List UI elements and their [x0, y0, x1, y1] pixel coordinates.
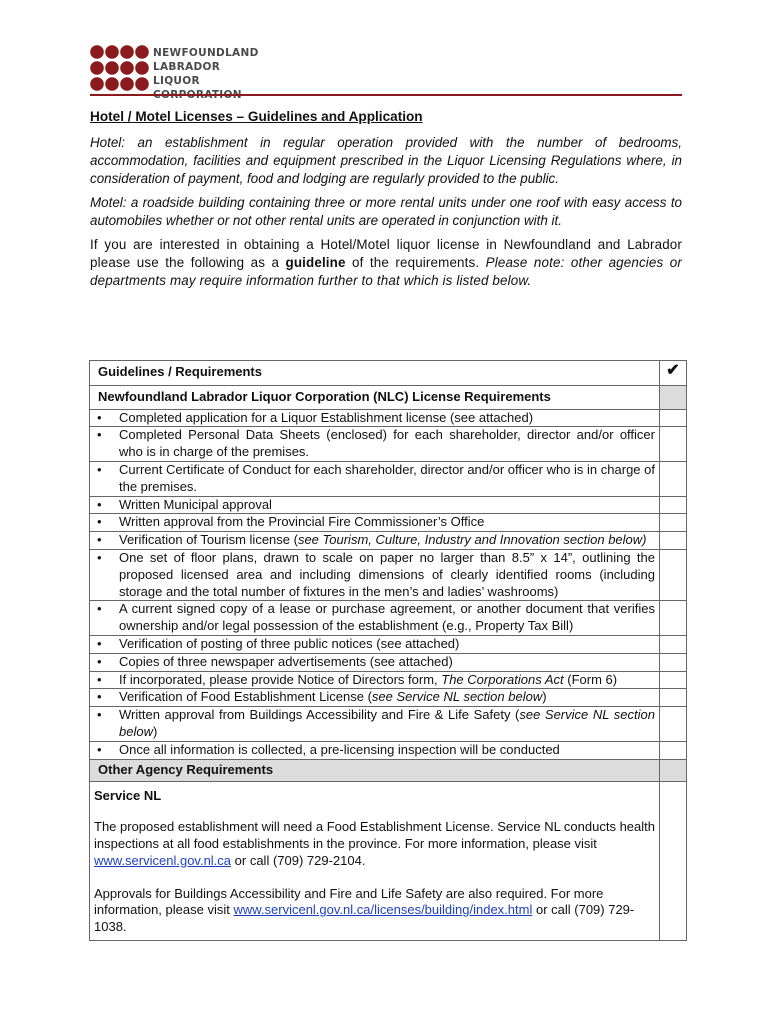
requirement-cell — [90, 601, 660, 636]
requirement-cell — [90, 689, 660, 707]
requirement-cell — [90, 635, 660, 653]
requirement-item — [94, 689, 655, 706]
bullet-icon: • — [97, 635, 102, 651]
requirements-table — [89, 360, 687, 941]
requirement-checkbox[interactable] — [660, 514, 687, 532]
requirement-text — [119, 532, 655, 549]
intro-text: If you are interested in obtaining a Hotel/Motel liquor license in Newfoundland and Labrador please use the following as a — [90, 237, 682, 270]
bullet-icon: • — [97, 427, 102, 443]
table-header-row — [90, 361, 687, 386]
requirement-text-part: If incorporated, please provide Notice of Directors form, — [119, 671, 442, 687]
logo-dot — [90, 45, 104, 59]
para-text: or call (709) 729-1038. — [94, 902, 635, 935]
requirement-text — [119, 497, 655, 514]
requirement-text-part: ) — [152, 723, 158, 739]
requirement-text — [119, 654, 655, 671]
bullet-icon: • — [97, 409, 102, 425]
requirement-row — [90, 549, 687, 600]
requirement-row — [90, 409, 687, 427]
building-license-link[interactable]: www.servicenl.gov.nl.ca/licenses/building/index.html — [233, 902, 533, 918]
hotel-definition: Hotel: an establishment in regular operation provided with the number of bedrooms, accommodation, facilities and equipment prescribed in the Liquor Licensing Regulations where, in consideration of payment, food and lodging are regularly provided to the public. — [90, 135, 682, 186]
requirement-checkbox[interactable] — [660, 461, 687, 496]
intro-paragraph — [90, 236, 682, 290]
requirement-checkbox[interactable] — [660, 496, 687, 514]
requirement-cell — [90, 514, 660, 532]
nlc-logo — [90, 45, 290, 91]
logo-line-3: LIQUOR — [153, 75, 200, 87]
requirement-checkbox[interactable] — [660, 549, 687, 600]
requirement-cell — [90, 549, 660, 600]
requirement-row — [90, 601, 687, 636]
requirement-checkbox[interactable] — [660, 689, 687, 707]
bullet-icon: • — [97, 549, 102, 565]
requirement-text — [119, 462, 655, 496]
requirement-text-part: One set of floor plans, drawn to scale on paper no larger than 8.5” x 14”, outlining the proposed licensed area and including dimensions of clearly identified rooms (including storage and the total number of fixtures in the men’s and ladies’ washrooms) — [119, 549, 655, 599]
requirement-text-part: Current Certificate of Conduct for each shareholder, director and/or officer who is in charge of the premises. — [119, 461, 655, 494]
requirement-row — [90, 707, 687, 742]
requirement-text — [119, 689, 655, 706]
requirement-text-part: Written approval from Buildings Accessibility and Fire & Life Safety ( — [119, 707, 520, 723]
requirement-row — [90, 689, 687, 707]
bullet-icon: • — [97, 689, 102, 705]
requirement-row — [90, 496, 687, 514]
requirement-cell — [90, 671, 660, 689]
bullet-icon: • — [97, 671, 102, 687]
requirement-row — [90, 461, 687, 496]
requirement-text-part: Once all information is collected, a pre-licensing inspection will be conducted — [119, 741, 560, 757]
requirement-text — [119, 410, 655, 427]
service-nl-paragraph-1 — [94, 819, 655, 869]
requirement-text-part: Verification of Food Establishment License ( — [119, 689, 372, 705]
requirement-cell — [90, 532, 660, 550]
requirement-row — [90, 635, 687, 653]
requirement-item — [94, 532, 655, 549]
requirement-text — [119, 707, 655, 741]
requirement-checkbox[interactable] — [660, 601, 687, 636]
para-text: The proposed establishment will need a Food Establishment License. Service NL conducts health inspections at all food establishments in the province. For more information, please visit — [94, 819, 655, 851]
logo-line-1: NEWFOUNDLAND — [153, 47, 259, 59]
service-nl-heading — [94, 788, 655, 805]
requirement-cell — [90, 707, 660, 742]
requirement-text-emphasis: see Service NL section below — [371, 689, 543, 705]
requirement-text-emphasis: see Tourism, Culture, Industry and Innovation section below) — [297, 532, 647, 548]
service-nl-paragraph-2 — [94, 886, 655, 936]
logo-dot — [105, 45, 119, 59]
page-title: Hotel / Motel Licenses – Guidelines and Application — [90, 109, 423, 124]
requirement-text-emphasis: see Service NL section below — [119, 707, 655, 739]
requirement-text — [119, 636, 655, 653]
requirement-text-part: Completed application for a Liquor Establishment license (see attached) — [119, 409, 534, 425]
logo-dot — [90, 77, 104, 91]
logo-dot — [135, 77, 149, 91]
para-text: Approvals for Buildings Accessibility and Fire and Life Safety are also required. For more information, please visit — [94, 885, 604, 918]
para-text: or call (709) 729-2104. — [231, 852, 366, 868]
requirement-row — [90, 741, 687, 759]
logo-dot — [105, 77, 119, 91]
requirement-item — [94, 550, 655, 600]
logo-dot — [90, 61, 104, 75]
requirement-row — [90, 532, 687, 550]
requirement-text — [119, 601, 655, 635]
other-agency-heading: Other Agency Requirements — [90, 759, 660, 782]
requirement-checkbox[interactable] — [660, 532, 687, 550]
requirement-text-part: Completed Personal Data Sheets (enclosed) for each shareholder, director and/or officer who is in charge of the premises. — [119, 427, 655, 460]
requirement-item — [94, 410, 655, 427]
bullet-icon: • — [97, 741, 102, 757]
bullet-icon: • — [97, 653, 102, 669]
bullet-icon: • — [97, 496, 102, 512]
logo-line-2: LABRADOR — [153, 61, 221, 73]
requirement-text-part: Copies of three newspaper advertisements (see attached) — [119, 653, 453, 669]
requirement-text-part: Verification of Tourism license ( — [119, 532, 298, 548]
requirement-text — [119, 742, 655, 759]
requirement-item — [94, 514, 655, 531]
requirement-row — [90, 653, 687, 671]
requirement-text-part: A current signed copy of a lease or purchase agreement, or another document that verifies ownership and/or legal possession of the establishment (e.g., Property Tax Bill) — [119, 601, 655, 634]
requirement-item — [94, 497, 655, 514]
requirement-cell — [90, 496, 660, 514]
service-nl-check-cell — [660, 782, 687, 941]
bullet-icon: • — [97, 601, 102, 617]
requirement-row — [90, 671, 687, 689]
requirement-text-part: ) — [542, 689, 547, 705]
nlc-heading-row — [90, 385, 687, 409]
document-body — [90, 108, 682, 296]
service-nl-row — [90, 782, 687, 941]
other-agency-check-cell — [660, 759, 687, 782]
intro-guideline-bold: guideline — [285, 255, 346, 270]
bullet-icon: • — [97, 707, 102, 723]
requirement-cell — [90, 427, 660, 462]
requirement-item — [94, 636, 655, 653]
requirement-text-emphasis: The Corporations Act — [441, 671, 564, 687]
requirement-cell — [90, 653, 660, 671]
requirement-text — [119, 550, 655, 600]
requirement-checkbox[interactable] — [660, 707, 687, 742]
requirement-item — [94, 707, 655, 741]
requirement-text-part: (Form 6) — [563, 671, 618, 687]
requirement-cell — [90, 741, 660, 759]
nlc-heading: Newfoundland Labrador Liquor Corporation (NLC) License Requirements — [90, 385, 660, 409]
requirement-item — [94, 742, 655, 759]
requirement-item — [94, 427, 655, 461]
requirement-text-part: Verification of posting of three public notices (see attached) — [119, 635, 460, 651]
logo-dot — [120, 77, 134, 91]
requirement-checkbox[interactable] — [660, 409, 687, 427]
requirement-checkbox[interactable] — [660, 427, 687, 462]
logo-dot — [135, 61, 149, 75]
service-nl-cell — [90, 782, 660, 941]
requirement-cell — [90, 461, 660, 496]
requirement-row — [90, 427, 687, 462]
requirement-cell — [90, 409, 660, 427]
requirement-item — [94, 601, 655, 635]
service-nl-heading-text: Service NL — [94, 788, 162, 804]
requirement-text — [119, 672, 655, 689]
requirement-checkbox[interactable] — [660, 741, 687, 759]
other-agency-heading-row — [90, 759, 687, 782]
check-header-icon: ✔ — [660, 361, 687, 386]
requirement-checkbox[interactable] — [660, 653, 687, 671]
requirement-checkbox[interactable] — [660, 671, 687, 689]
logo-dot — [120, 61, 134, 75]
requirement-item — [94, 672, 655, 689]
requirement-text — [119, 514, 655, 531]
logo-mark-icon — [90, 45, 150, 91]
requirement-checkbox[interactable] — [660, 635, 687, 653]
requirement-item — [94, 654, 655, 671]
intro-text-after: of the requirements. — [345, 255, 486, 270]
service-nl-link[interactable]: www.servicenl.gov.nl.ca — [94, 852, 232, 868]
requirement-text-part: Written approval from the Provincial Fire Commissioner’s Office — [119, 514, 485, 530]
table-header-label: Guidelines / Requirements — [90, 361, 660, 386]
bullet-icon: • — [97, 532, 102, 548]
logo-dot — [120, 45, 134, 59]
logo-dot — [105, 61, 119, 75]
logo-dot — [135, 45, 149, 59]
bullet-icon: • — [97, 461, 102, 477]
requirement-text — [119, 427, 655, 461]
bullet-icon: • — [97, 514, 102, 530]
intro-note: Please note: other agencies or departments may require information further to that which is listed below. — [90, 255, 682, 288]
requirement-row — [90, 514, 687, 532]
header-rule — [90, 94, 682, 96]
nlc-heading-check-cell — [660, 385, 687, 409]
motel-definition: Motel: a roadside building containing three or more rental units under one roof with easy access to automobiles whether or not other rental units are operated in conjunction with it. — [90, 195, 682, 228]
requirement-item — [94, 462, 655, 496]
requirement-text-part: Written Municipal approval — [119, 496, 272, 512]
